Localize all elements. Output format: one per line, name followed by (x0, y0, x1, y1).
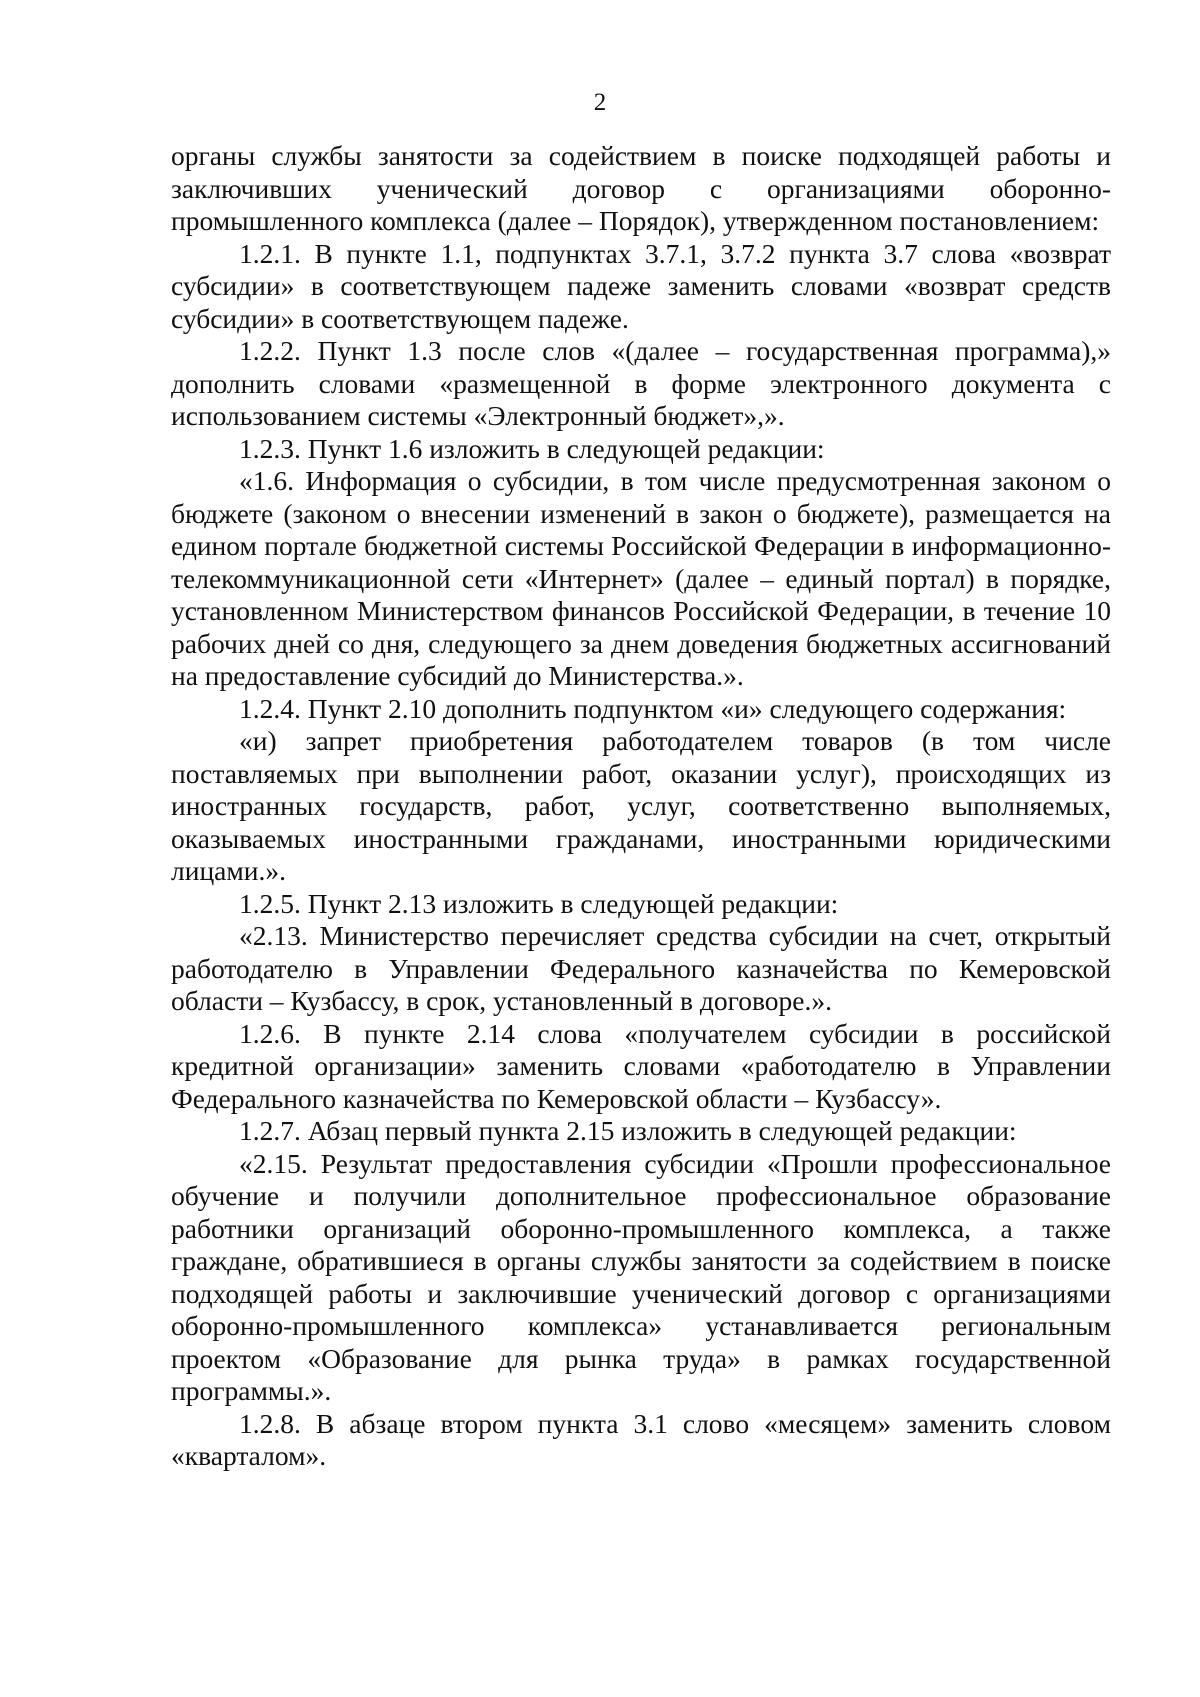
paragraph-quote-1-6: «1.6. Информация о субсидии, в том числе предусмотренная законом о бюджете (законом о внесении изменений в закон о бюджете), размещается на едином портале бюджетной системы Российской Федерации в информационно-телекоммуникационной сети «Интернет» (далее – единый портал) в порядке, установленном Министерством финансов Российской Федерации, в течение 10 рабочих дней со дня, следующего за днем доведения бюджетных ассигнований на предоставление субсидий до Министерства.». (171, 465, 1111, 691)
paragraph-1-2-2: 1.2.2. Пункт 1.3 после слов «(далее – государственная программа),» дополнить словами «размещенной в форме электронного документа с использованием системы «Электронный бюджет»,». (171, 335, 1111, 431)
document-body (171, 140, 1111, 1473)
paragraph-1-2-1: 1.2.1. В пункте 1.1, подпунктах 3.7.1, 3.7.2 пункта 3.7 слова «возврат субсидии» в соответствующем падеже заменить словами «возврат средств субсидии» в соответствующем падеже. (171, 237, 1111, 334)
paragraph-quote-2-15: «2.15. Результат предоставления субсидии «Прошли профессиональное обучение и получили дополнительное профессиональное образование работники организаций оборонно-промышленного комплекса, а также граждане, обратившиеся в органы службы занятости за содействием в поиске подходящей работы и заключившие ученический договор с организациями оборонно-промышленного комплекса» устанавливается региональным проектом «Образование для рынка труда» в рамках государственной программы.». (171, 1147, 1111, 1406)
paragraph-quote-2-13: «2.13. Министерство перечисляет средства субсидии на счет, открытый работодателю в Управлении Федерального казначейства по Кемеровской области – Кузбассу, в срок, установленный в договоре.». (171, 920, 1111, 1016)
paragraph-1-2-5: 1.2.5. Пункт 2.13 изложить в следующей редакции: (239, 887, 839, 919)
paragraph-1-2-7: 1.2.7. Абзац первый пункта 2.15 изложить в следующей редакции: (239, 1115, 1017, 1146)
paragraph-continuation: органы службы занятости за содействием в поиске подходящей работы и заключивших ученический договор с организациями оборонно-промышленного комплекса (далее – Порядок), утвержденном постановлением: (171, 140, 1111, 236)
paragraph-quote-subpoint-i: «и) запрет приобретения работодателем товаров (в том числе поставляемых при выполнении работ, оказании услуг), происходящих из иностранных государств, работ, услуг, соответственно выполняемых, оказываемых иностранными гражданами, иностранными юридическими лицами.». (171, 725, 1111, 886)
paragraph-1-2-3: 1.2.3. Пункт 1.6 изложить в следующей редакции: (239, 432, 825, 464)
paragraph-1-2-4: 1.2.4. Пункт 2.10 дополнить подпунктом «и» следующего содержания: (239, 692, 1067, 724)
paragraph-1-2-8: 1.2.8. В абзаце втором пункта 3.1 слово «месяцем» заменить словом «кварталом». (171, 1407, 1111, 1471)
page-number: 2 (593, 89, 607, 116)
paragraph-1-2-6: 1.2.6. В пункте 2.14 слова «получателем субсидии в российской кредитной организации» заменить словами «работодателю в Управлении Федерального казначейства по Кемеровской области – Кузбассу». (171, 1017, 1111, 1114)
